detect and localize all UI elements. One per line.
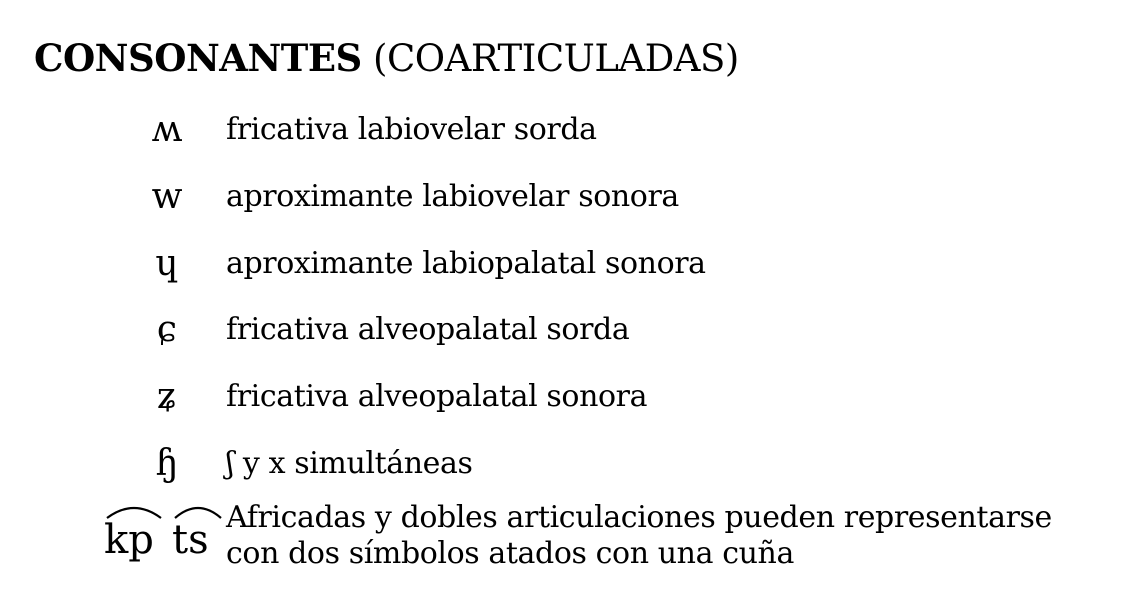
symbol-description: fricativa alveopalatal sonora	[226, 379, 648, 414]
tied-letters: ts	[172, 517, 209, 563]
symbol-description: aproximante labiopalatal sonora	[226, 246, 706, 281]
ipa-symbol: w	[151, 176, 183, 217]
symbol-description: ʃ y x simultáneas	[226, 446, 473, 481]
tie-note-line: Africadas y dobles articulaciones pueden representarse	[226, 500, 1052, 535]
symbol-description: aproximante labiovelar sonora	[226, 179, 679, 214]
tied-letters: kp	[104, 517, 154, 563]
symbol-description: fricativa labiovelar sorda	[226, 112, 597, 147]
tied-symbols	[104, 498, 226, 578]
title-rest: (COARTICULADAS)	[373, 37, 739, 80]
ipa-symbol: ɥ	[155, 243, 179, 284]
symbol-row	[0, 371, 1124, 423]
title-bold: CONSONANTES	[34, 36, 362, 80]
ipa-symbol: ʍ	[151, 109, 183, 150]
symbol-row	[0, 104, 1124, 156]
tied-symbol-kp	[104, 498, 164, 578]
symbol-description: fricativa alveopalatal sorda	[226, 312, 630, 347]
symbol-row	[0, 438, 1124, 490]
ipa-symbol: ɧ	[155, 443, 179, 484]
tied-symbol-ts	[172, 498, 228, 578]
symbol-row	[0, 238, 1124, 290]
tie-note	[226, 500, 1052, 572]
symbol-row	[0, 171, 1124, 223]
tie-note-line: con dos símbolos atados con una cuña	[226, 536, 794, 571]
ipa-symbol: ɕ	[156, 309, 178, 350]
symbol-row	[0, 304, 1124, 356]
ipa-symbol: ʑ	[156, 376, 178, 417]
page-title	[34, 36, 739, 81]
